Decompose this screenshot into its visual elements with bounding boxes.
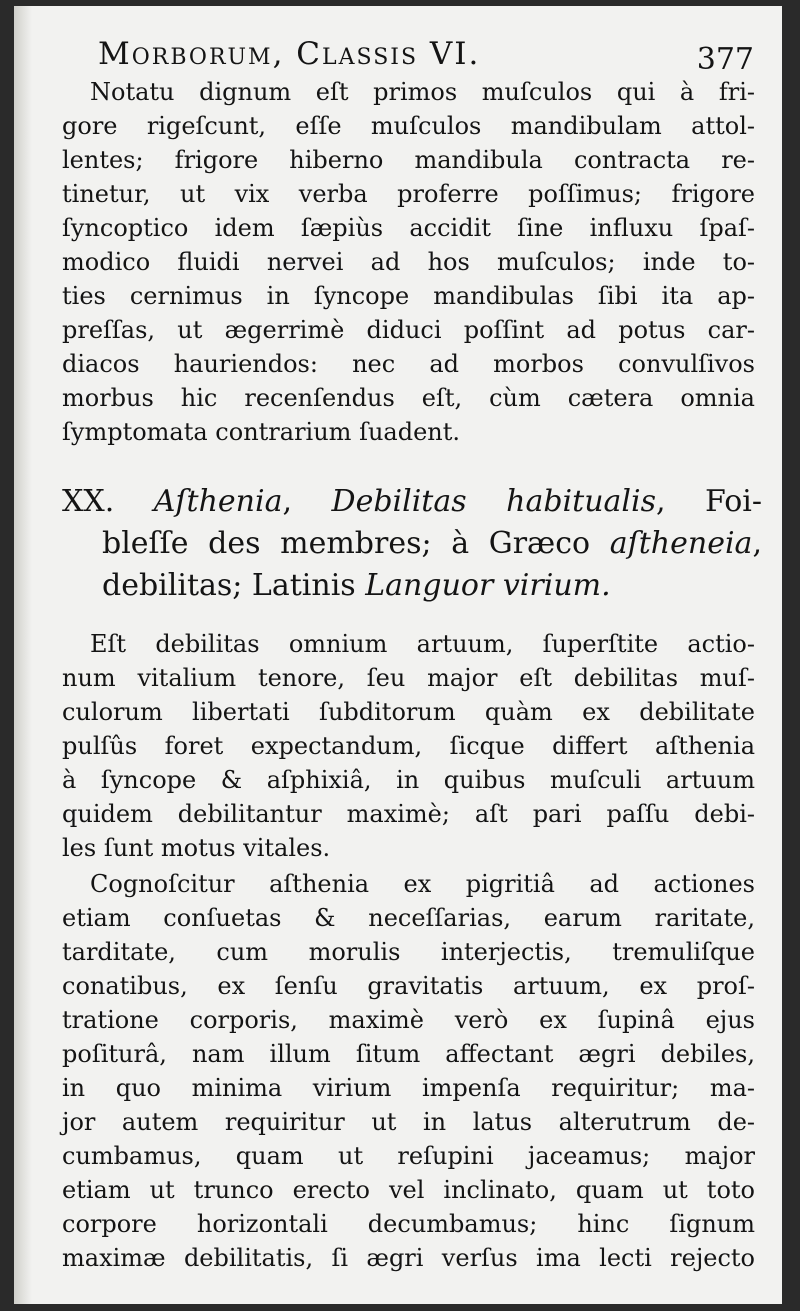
text-line: preſſas, ut ægerrimè diduci poſſint ad potus car-	[62, 316, 755, 344]
section-term: debilitas; Latinis	[102, 568, 356, 603]
text-line: à ſyncope & aſphixiâ, in quibus muſculi artuum	[62, 766, 755, 794]
section-heading-line: bleſſe des membres; à Græco aſtheneia,	[102, 526, 762, 561]
text-line: quidem debilitantur maximè; aſt pari paſſu debi-	[62, 800, 755, 828]
section-number: XX.	[62, 484, 115, 519]
text-line: Notatu dignum eſt primos muſculos qui à fri-	[90, 78, 755, 106]
text-line: conatibus, ex ſenſu gravitatis artuum, ex proſ-	[62, 972, 755, 1000]
section-term: bleſſe des membres;	[102, 526, 432, 561]
text-line: tratione corporis, maximè verò ex ſupinâ ejus	[62, 1006, 755, 1034]
text-line: ſymptomata contrarium ſuadent.	[62, 418, 461, 446]
text-line: Cognoſcitur aſthenia ex pigritiâ ad actiones	[90, 870, 755, 898]
section-term: Debilitas habitualis	[331, 484, 656, 519]
text-line: Eſt debilitas omnium artuum, ſuperſtite actio-	[90, 630, 755, 658]
text-line: jor autem requiritur ut in latus alterutrum de-	[62, 1108, 755, 1136]
text-line: modico fluidi nervei ad hos muſculos; inde to-	[62, 248, 755, 276]
text-line: pulſûs foret expectandum, ſicque differt aſthenia	[62, 732, 755, 760]
section-term: Foi-	[705, 484, 763, 519]
text-line: morbus hic recenſendus eſt, cùm cætera omnia	[62, 384, 755, 412]
text-line: num vitalium tenore, ſeu major eſt debilitas muſ-	[62, 664, 755, 692]
text-line: cumbamus, quam ut reſupini jaceamus; major	[62, 1142, 755, 1170]
text-line: diacos hauriendos: nec ad morbos convulſivos	[62, 350, 755, 378]
section-heading-line: XX. Aſthenia, Debilitas habitualis, Foi-	[62, 484, 763, 519]
section-heading-line	[102, 566, 762, 606]
text-line: poſiturâ, nam illum ſitum affectant ægri debiles,	[62, 1040, 755, 1068]
text-line: les ſunt motus vitales.	[62, 834, 331, 862]
text-line: culorum libertati ſubditorum quàm ex debilitate	[62, 698, 755, 726]
text-line: lentes; frigore hiberno mandibula contracta re-	[62, 146, 755, 174]
book-page	[14, 6, 782, 1304]
page-number: 377	[696, 42, 754, 77]
section-term: à Græco	[451, 526, 591, 561]
text-line: ties cernimus in ſyncope mandibulas ſibi ita ap-	[62, 282, 755, 310]
running-head: Morborum, Classis VI.	[98, 36, 481, 72]
section-term: Languor virium.	[365, 568, 611, 603]
text-line: tarditate, cum morulis interjectis, tremuliſque	[62, 938, 755, 966]
section-term: aſtheneia	[609, 526, 753, 561]
text-line: etiam conſuetas & neceſſarias, earum raritate,	[62, 904, 755, 932]
text-line: maximæ debilitatis, ſi ægri verſus ima lecti rejecto	[62, 1244, 755, 1272]
text-line: in quo minima virium impenſa requiritur; ma-	[62, 1074, 755, 1102]
section-term: Aſthenia	[153, 484, 283, 519]
text-line: tinetur, ut vix verba proferre poſſimus; frigore	[62, 180, 755, 208]
text-line: ſyncoptico idem ſæpiùs accidit ſine influxu ſpaſ-	[62, 214, 755, 242]
text-line: etiam ut trunco erecto vel inclinato, quam ut toto	[62, 1176, 755, 1204]
text-line: gore rigeſcunt, eſſe muſculos mandibulam attol-	[62, 112, 755, 140]
text-line: corpore horizontali decumbamus; hinc ſignum	[62, 1210, 755, 1238]
